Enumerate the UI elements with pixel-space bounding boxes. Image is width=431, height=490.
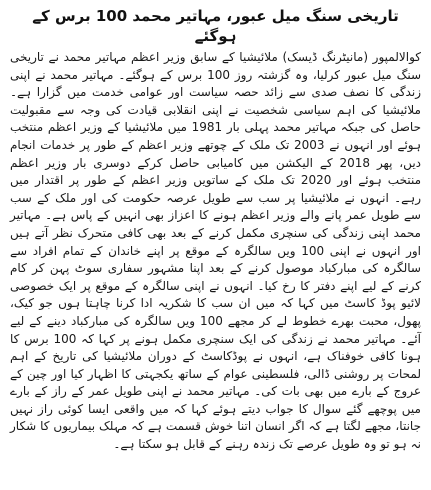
article-body: [10, 49, 421, 454]
article-body-text: ملائیشیا کے سابق وزیر اعظم مہاتیر محمد نے تاریخی سنگ میل عبور کرلیا، وہ گزشتہ روز 100 برس کے ہوگئے۔ مہاتیر محمد نے اپنی زندگی کا نصف صدی سے زائد حصہ سیاست اور عوامی خدمت میں گزارا ہے۔ ملائیشیا کی اہم سیاسی شخصیت نے اپنی انقلابی قیادت کی وجہ سے مقبولیت حاصل کی جبکہ مہاتیر محمد پہلی بار 1981 میں ملائیشیا کے وزیر اعظم منتخب ہوئے اور انہوں نے 2003 تک ملک کے چوتھے وزیر اعظم کے طور پر خدمات انجام دیں، پھر 2018 کے الیکشن میں کامیابی حاصل کرکے دوسری بار وزیر اعظم منتخب ہوئے اور 2020 تک ملک کے ساتویں وزیر اعظم کے طور پر اقتدار میں رہے۔ انہوں نے ملائیشیا پر سب سے طویل عرصہ حکومت کی اور ملک کے سب سے طویل عمر پانے والے وزیر اعظم ہونے کا اعزاز بھی انہیں کے پاس ہے۔ مہاتیر محمد اپنی زندگی کی سنچری مکمل کرنے کے بعد بھی کافی متحرک نظر آتے ہیں اور انہوں نے اپنی 100 ویں سالگرہ کے موقع پر اپنے خاندان کے تمام افراد سے سالگرہ کی مبارکباد موصول کرنے کے بعد اپنا مشہور سفاری سوٹ پہن کر کام کرنے کے لیے اپنے دفتر کا رخ کیا۔ انہوں نے اپنی سالگرہ کے موقع پر ایک خصوصی لائیو پوڈ کاسٹ میں کہا کہ میں ان سب کا شکریہ ادا کرنا چاہتا ہوں جو کیک، پھول، محبت بھرے خطوط لے کر مجھے 100 ویں سالگرہ کی مبارکباد دینے کے لیے آئے۔ مہاتیر محمد نے زندگی کی ایک سنچری مکمل ہونے پر کہا کہ 100 برس کا ہونا کافی خوفناک ہے، انہوں نے پوڈکاسٹ کے دوران ملائیشیا کی تاریخ کے اہم لمحات پر روشنی ڈالی، فلسطینی عوام کے ساتھ یکجہتی کا اظہار کیا اور چین کے عروج کے بارے میں بھی بات کی۔ مہاتیر محمد نے اپنی طویل عمر کے راز کے بارے میں پوچھے گئے سوال کا جواب دیتے ہوئے کہا کہ میں واقعی ایسا کوئی راز نہیں جانتا، مجھے لگتا ہے کہ اگر انسان اتنا خوش قسمت ہے کہ مہلک بیماریوں کا شکار نہ ہو تو وہ طویل عرصے تک زندہ رہنے کے قابل ہو سکتا ہے۔: [10, 50, 422, 452]
article-dateline: کوالالمپور (مانیٹرنگ ڈیسک): [277, 50, 421, 64]
article-headline: تاریخی سنگ میل عبور، مہاتیر محمد 100 برس کے ہوگئے: [32, 7, 399, 45]
